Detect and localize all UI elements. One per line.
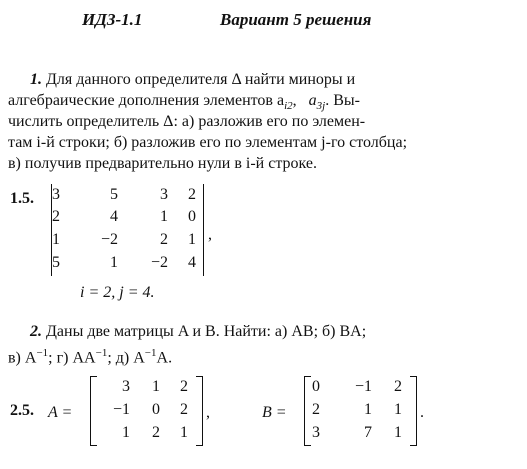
det-right-bar bbox=[203, 184, 204, 276]
det-params: i = 2, j = 4. bbox=[80, 284, 155, 301]
matrix-a-cell: 1 bbox=[180, 424, 188, 441]
matrix-a-comma: , bbox=[206, 404, 210, 421]
task1-text-1: Для данного определителя Δ найти миноры и bbox=[46, 71, 356, 88]
matrix-b-cell: 1 bbox=[394, 401, 402, 418]
det-cell: 4 bbox=[188, 254, 196, 271]
task1-line2: алгебраические дополнения элементов $a_{i2}$, $a_{3j}$. Вы- bbox=[8, 92, 360, 113]
det-cell: 3 bbox=[160, 186, 168, 203]
det-cell: 2 bbox=[188, 186, 196, 203]
task2-number: 2. bbox=[30, 323, 42, 340]
det-cell: 5 bbox=[110, 186, 118, 203]
matrix-a-cell: 2 bbox=[152, 424, 160, 441]
matrix-b-cell: 2 bbox=[394, 378, 402, 395]
det-cell: 1 bbox=[52, 231, 60, 248]
matrix-a-cell: 1 bbox=[122, 424, 130, 441]
matrix-a-cell: 2 bbox=[180, 378, 188, 395]
task2-line2: в) $A^{-1}$; г) $AA^{-1}$; д) $A^{-1}A$. bbox=[8, 347, 173, 367]
det-cell: 0 bbox=[188, 208, 196, 225]
matrix-b-cell: 7 bbox=[364, 424, 372, 441]
det-label: 1.5. bbox=[10, 190, 34, 207]
det-cell: −2 bbox=[100, 231, 118, 248]
det-cell: 1 bbox=[110, 254, 118, 271]
matrix-a-right-bracket bbox=[196, 376, 203, 446]
det-cell: 1 bbox=[188, 231, 196, 248]
task1-line4: там i-й строки; б) разложив его по элементам j-го столбца; bbox=[8, 134, 408, 151]
det-cell: 3 bbox=[52, 186, 60, 203]
det-cell: 5 bbox=[52, 254, 60, 271]
det-cell: 1 bbox=[160, 208, 168, 225]
task1-line5: в) получив предварительно нули в i-й строке. bbox=[8, 155, 317, 172]
matrix-a-cell: 2 bbox=[180, 401, 188, 418]
matrix-a-cell: −1 bbox=[112, 401, 130, 418]
task1-line1 bbox=[8, 69, 355, 90]
det-cell: −2 bbox=[150, 254, 168, 271]
det-cell: 4 bbox=[110, 208, 118, 225]
matrix-b-cell: −1 bbox=[354, 378, 372, 395]
matrix-b-cell: 1 bbox=[394, 424, 402, 441]
variant-title: Вариант 5 решения bbox=[220, 10, 372, 29]
matrix-a-name: A = bbox=[48, 404, 73, 421]
matrix-b-cell: 3 bbox=[312, 424, 320, 441]
det-comma: , bbox=[208, 226, 212, 243]
task2-line1: 2. Даны две матрицы A и B. Найти: а) AB; б) BA; bbox=[30, 323, 367, 340]
matrix-a-cell: 1 bbox=[152, 378, 160, 395]
det-cell: 2 bbox=[52, 208, 60, 225]
matrix-b-cell: 0 bbox=[312, 378, 320, 395]
matrix-a-cell: 0 bbox=[152, 401, 160, 418]
matrix-b-name: B = bbox=[262, 404, 287, 421]
doc-code: ИДЗ-1.1 bbox=[82, 10, 143, 29]
matrices-label: 2.5. bbox=[10, 402, 34, 419]
matrix-a-cell: 3 bbox=[122, 378, 130, 395]
det-cell: 2 bbox=[160, 231, 168, 248]
matrix-b-cell: 2 bbox=[312, 401, 320, 418]
matrix-a-left-bracket bbox=[90, 376, 97, 446]
task1-line3: числить определитель Δ: а) разложив его по элемен- bbox=[8, 113, 366, 130]
matrix-b-period: . bbox=[420, 404, 424, 421]
matrix-b-right-bracket bbox=[410, 376, 417, 446]
task1-number: 1. bbox=[30, 71, 42, 88]
matrix-b-cell: 1 bbox=[364, 401, 372, 418]
